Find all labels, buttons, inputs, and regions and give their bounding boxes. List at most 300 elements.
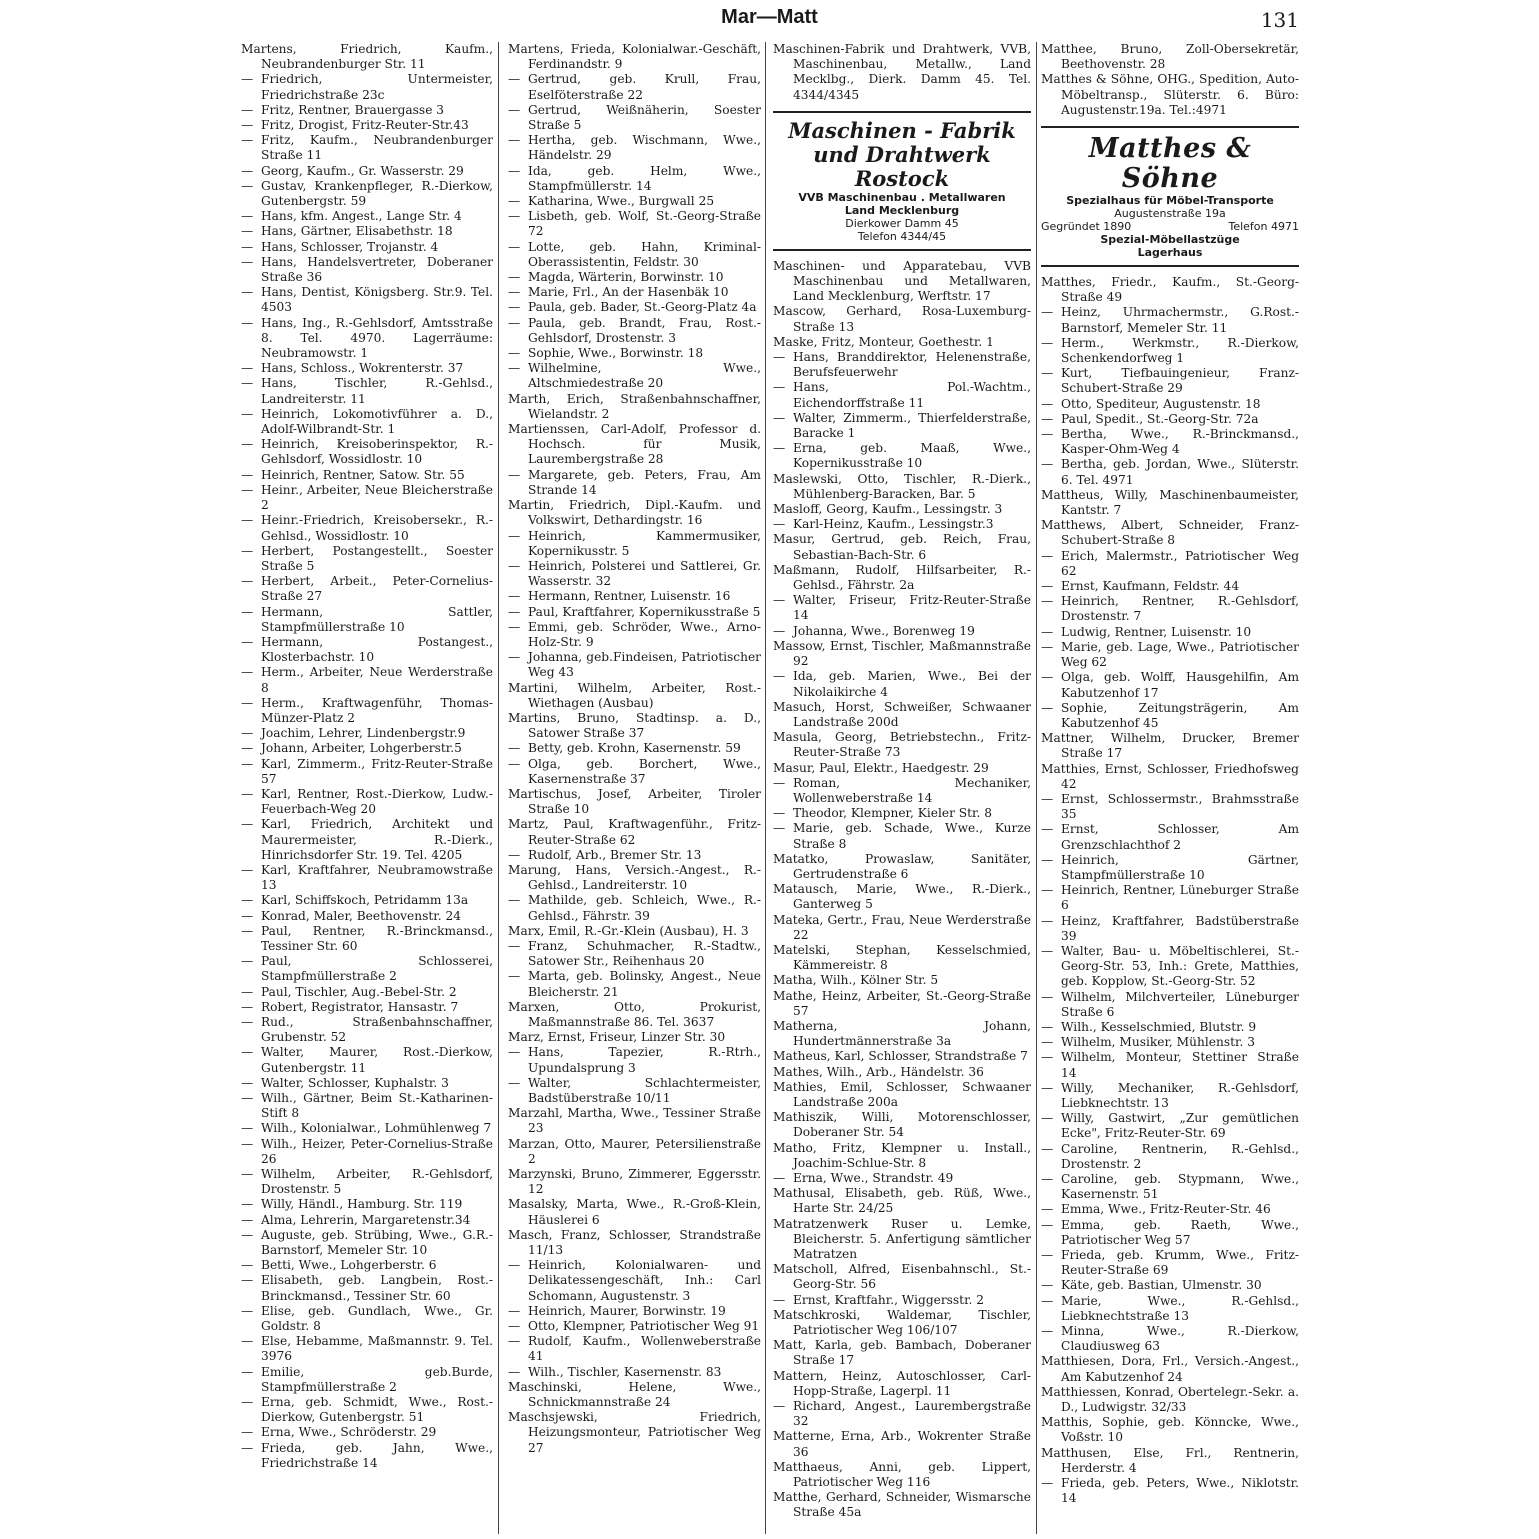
repeat-dash: — xyxy=(508,72,521,87)
sub-entry xyxy=(508,969,761,999)
entry-text: Martini, Wilhelm, Arbeiter, Rost.-Wiethagen (Ausbau) xyxy=(508,680,761,710)
repeat-dash: — xyxy=(1041,1278,1054,1293)
sub-entry xyxy=(241,164,493,179)
sub-entry xyxy=(508,939,761,969)
sub-entry xyxy=(241,1365,493,1395)
repeat-dash: — xyxy=(241,923,254,938)
repeat-dash: — xyxy=(241,1364,254,1379)
entry-text: Masula, Georg, Betriebstechn., Fritz-Reuter-Straße 73 xyxy=(773,730,1031,760)
sub-entry xyxy=(508,1334,761,1364)
entry-text: Elise, geb. Gundlach, Wwe., Gr. Goldstr. 8 xyxy=(261,1303,493,1334)
directory-entry xyxy=(508,924,761,939)
repeat-dash: — xyxy=(1041,1324,1054,1339)
sub-entry xyxy=(508,209,761,239)
entry-text: Karl-Heinz, Kaufm., Lessingstr.3 xyxy=(793,517,994,532)
directory-entry xyxy=(773,761,1031,776)
ad-headline: Maschinen - Fabrik xyxy=(788,117,1016,143)
repeat-dash: — xyxy=(241,72,254,87)
sub-entry xyxy=(508,468,761,498)
repeat-dash: — xyxy=(773,806,786,821)
entry-text: Maske, Fritz, Monteur, Goethestr. 1 xyxy=(773,334,994,349)
sub-entry xyxy=(241,817,493,863)
page-header xyxy=(0,6,1539,38)
entry-text: Masur, Paul, Elektr., Haedgestr. 29 xyxy=(773,760,989,775)
sub-entry xyxy=(241,376,493,406)
entry-text: Ernst, Schlossermstr., Brahmsstraße 35 xyxy=(1061,791,1299,822)
entry-text: Wilhelm, Arbeiter, R.-Gehlsdorf, Drostenstr. 5 xyxy=(261,1167,493,1197)
entry-text: Wilhelm, Milchverteiler, Lüneburger Straße 6 xyxy=(1061,989,1299,1019)
entry-text: Emmi, geb. Schröder, Wwe., Arno-Holz-Str. 9 xyxy=(528,619,761,649)
repeat-dash: — xyxy=(241,574,254,589)
directory-entry xyxy=(773,1080,1031,1110)
sub-entry xyxy=(508,893,761,923)
sub-entry xyxy=(773,806,1031,821)
entry-text: Masur, Gertrud, geb. Reich, Frau, Sebastian-Bach-Str. 6 xyxy=(773,532,1031,562)
sub-entry xyxy=(508,559,761,589)
repeat-dash: — xyxy=(508,270,521,285)
entry-text: Karl, Friedrich, Architekt und Maurermeister, R.-Dierk., Hinrichsdorfer Str. 19. Tel. 4205 xyxy=(261,817,493,862)
entry-text: Matheus, Karl, Schlosser, Strandstraße 7 xyxy=(773,1049,1028,1064)
repeat-dash: — xyxy=(1041,1217,1054,1232)
directory-entry xyxy=(1041,731,1299,761)
entry-text: Heinrich, Kreisoberinspektor, R.-Gehlsdorf, Wossidlostr. 10 xyxy=(261,437,493,467)
ad-text: Spezial-Möbellastzüge xyxy=(1100,233,1240,247)
sub-entry xyxy=(241,483,493,513)
entry-text: Alma, Lehrerin, Margaretenstr.34 xyxy=(261,1212,471,1227)
entry-text: Herbert, Arbeit., Peter-Cornelius-Straße 27 xyxy=(261,574,493,604)
repeat-dash: — xyxy=(241,695,254,710)
repeat-dash: — xyxy=(773,623,786,638)
entry-text: Marzahl, Martha, Wwe., Tessiner Straße 23 xyxy=(508,1106,761,1136)
repeat-dash: — xyxy=(508,619,521,634)
sub-entry xyxy=(508,133,761,163)
repeat-dash: — xyxy=(241,1167,254,1182)
entry-text: Magda, Wärterin, Borwinstr. 10 xyxy=(528,270,724,285)
entry-text: Wilhelmine, Wwe., Altschmiedestraße 20 xyxy=(528,361,761,391)
entry-text: Heinr., Arbeiter, Neue Bleicherstraße 2 xyxy=(261,482,493,513)
ad-text: VVB Maschinenbau . Metallwaren xyxy=(798,190,1006,204)
repeat-dash: — xyxy=(1041,579,1054,594)
sub-entry xyxy=(241,316,493,362)
sub-entry xyxy=(241,1395,493,1425)
entry-text: Olga, geb. Wolff, Hausgehilfin, Am Kabutzenhof 17 xyxy=(1061,670,1299,700)
sub-entry xyxy=(1041,397,1299,412)
entry-text: Matthes, Friedr., Kaufm., St.-Georg-Straße 49 xyxy=(1041,275,1299,305)
entry-text: Lotte, geb. Hahn, Kriminal-Oberassistentin, Feldstr. 30 xyxy=(528,239,761,269)
directory-entry xyxy=(773,882,1031,912)
repeat-dash: — xyxy=(241,954,254,969)
entry-text: Mathes, Wilh., Arb., Händelstr. 36 xyxy=(773,1064,984,1079)
repeat-dash: — xyxy=(241,1121,254,1136)
entry-text: Heinr.-Friedrich, Kreisobersekr., R.-Gehlsd., Wossidlostr. 10 xyxy=(261,513,493,543)
repeat-dash: — xyxy=(773,410,786,425)
repeat-dash: — xyxy=(241,908,254,923)
entry-text: Erich, Malermstr., Patriotischer Weg 62 xyxy=(1061,548,1299,578)
entry-text: Matatko, Prowaslaw, Sanitäter, Gertrudenstraße 6 xyxy=(773,851,1031,881)
entry-text: Matthews, Albert, Schneider, Franz-Schubert-Straße 8 xyxy=(1041,518,1299,548)
sub-entry xyxy=(1041,670,1299,700)
repeat-dash: — xyxy=(241,285,254,300)
entry-text: Erna, geb. Maaß, Wwe., Kopernikusstraße 10 xyxy=(793,441,1031,471)
entry-text: Wilh., Kolonialwar., Lohmühlenweg 7 xyxy=(261,1121,492,1136)
repeat-dash: — xyxy=(508,589,521,604)
sub-entry xyxy=(1041,990,1299,1020)
entry-text: Mathiszik, Willi, Motorenschlosser, Doberaner Str. 54 xyxy=(773,1110,1031,1140)
entry-text: Karl, Schiffskoch, Petridamm 13a xyxy=(261,893,469,908)
repeat-dash: — xyxy=(241,543,254,558)
entry-text: Heinrich, Lokomotivführer a. D., Adolf-Wilbrandt-Str. 1 xyxy=(261,406,493,437)
repeat-dash: — xyxy=(241,467,254,482)
entry-text: Auguste, geb. Strübing, Wwe., G.R.-Barnstorf, Memeler Str. 10 xyxy=(261,1227,493,1258)
directory-entry xyxy=(1041,1354,1299,1384)
sub-entry xyxy=(241,1167,493,1197)
directory-entry xyxy=(773,1186,1031,1216)
entry-text: Karl, Kraftfahrer, Neubramowstraße 13 xyxy=(261,862,493,893)
directory-entry xyxy=(508,863,761,893)
entry-text: Bertha, Wwe., R.-Brinckmansd., Kasper-Ohm-Weg 4 xyxy=(1061,427,1299,457)
entry-text: Matthe, Gerhard, Schneider, Wismarsche Straße 45a xyxy=(773,1490,1031,1520)
sub-entry xyxy=(773,1399,1031,1429)
entry-text: Walter, Maurer, Rost.-Dierkow, Gutenbergstr. 11 xyxy=(261,1045,493,1075)
repeat-dash: — xyxy=(508,1334,521,1349)
entry-text: Hans, Handelsvertreter, Doberaner Straße 36 xyxy=(261,254,493,285)
repeat-dash: — xyxy=(241,1273,254,1288)
sub-entry xyxy=(508,361,761,391)
entry-text: Caroline, geb. Stypmann, Wwe., Kasernenstr. 51 xyxy=(1061,1172,1299,1202)
sub-entry xyxy=(508,1258,761,1304)
sub-entry xyxy=(508,1365,761,1380)
sub-entry xyxy=(241,893,493,908)
repeat-dash: — xyxy=(508,528,521,543)
entry-text: Walter, Friseur, Fritz-Reuter-Straße 14 xyxy=(793,593,1031,623)
page-number: 131 xyxy=(1260,8,1299,32)
repeat-dash: — xyxy=(508,1303,521,1318)
repeat-dash: — xyxy=(241,209,254,224)
entry-text: Willy, Gastwirt, „Zur gemütlichen Ecke", Fritz-Reuter-Str. 69 xyxy=(1061,1111,1299,1141)
entry-text: Roman, Mechaniker, Wollenweberstraße 14 xyxy=(793,775,1031,805)
sub-entry xyxy=(508,1319,761,1334)
sub-entry xyxy=(508,346,761,361)
repeat-dash: — xyxy=(508,194,521,209)
sub-entry xyxy=(241,635,493,665)
entry-text: Paul, Tischler, Aug.-Bebel-Str. 2 xyxy=(261,984,457,999)
sub-entry xyxy=(241,255,493,285)
repeat-dash: — xyxy=(241,893,254,908)
entry-text: Otto, Klempner, Patriotischer Weg 91 xyxy=(528,1319,760,1334)
entry-text: Matterne, Erna, Arb., Wokrenter Straße 36 xyxy=(773,1429,1031,1459)
repeat-dash: — xyxy=(508,969,521,984)
sub-entry xyxy=(1041,594,1299,624)
repeat-dash: — xyxy=(241,1425,254,1440)
repeat-dash: — xyxy=(1041,822,1054,837)
sub-entry xyxy=(241,985,493,1000)
entry-text: Frieda, geb. Peters, Wwe., Niklotstr. 14 xyxy=(1061,1476,1299,1506)
entry-text: Martens, Frieda, Kolonialwar.-Geschäft, Ferdinandstr. 9 xyxy=(508,42,761,72)
repeat-dash: — xyxy=(241,1197,254,1212)
sub-entry xyxy=(241,924,493,954)
entry-text: Heinrich, Rentner, Satow. Str. 55 xyxy=(261,467,465,482)
entry-text: Karl, Rentner, Rost.-Dierkow, Ludw.-Feuerbach-Weg 20 xyxy=(261,786,493,817)
sub-entry xyxy=(508,300,761,315)
entry-text: Matausch, Marie, Wwe., R.-Dierk., Ganterweg 5 xyxy=(773,882,1031,912)
sub-entry xyxy=(241,513,493,543)
sub-entry xyxy=(1041,427,1299,457)
entry-text: Hans, Dentist, Königsberg. Str.9. Tel. 4503 xyxy=(261,285,493,315)
repeat-dash: — xyxy=(773,1171,786,1185)
repeat-dash: — xyxy=(773,669,786,684)
entry-text: Kurt, Tiefbauingenieur, Franz-Schubert-Straße 29 xyxy=(1061,366,1299,396)
sub-entry xyxy=(508,1045,761,1075)
sub-entry xyxy=(773,669,1031,699)
repeat-dash: — xyxy=(508,467,521,482)
repeat-dash: — xyxy=(241,726,254,741)
entry-text: Wilh., Kesselschmied, Blutstr. 9 xyxy=(1061,1019,1257,1034)
entry-text: Matho, Fritz, Klempner u. Install., Joachim-Schlue-Str. 8 xyxy=(773,1140,1031,1170)
repeat-dash: — xyxy=(241,1227,254,1242)
ad-text: Gegründet 1890 xyxy=(1041,220,1132,234)
repeat-dash: — xyxy=(508,1075,521,1090)
entry-text: Erna, Wwe., Strandstr. 49 xyxy=(793,1171,954,1185)
directory-entry xyxy=(508,711,761,741)
sub-entry xyxy=(241,1273,493,1303)
directory-entry xyxy=(773,973,1031,988)
directory-entry xyxy=(773,1065,1031,1080)
entry-text: Matratzenwerk Ruser u. Lemke, Bleicherstr. 5. Anfertigung sämtlicher Matratzen xyxy=(773,1216,1031,1262)
repeat-dash: — xyxy=(241,1075,254,1090)
directory-entry xyxy=(773,913,1031,943)
entry-text: Heinrich, Gärtner, Stampfmüllerstraße 10 xyxy=(1061,852,1299,882)
directory-entry xyxy=(773,730,1031,760)
repeat-dash: — xyxy=(241,1136,254,1151)
entry-text: Hans, Tapezier, R.-Rtrh., Upundalsprung 3 xyxy=(528,1045,761,1075)
entry-text: Hans, Branddirektor, Helenenstraße, Berufsfeuerwehr xyxy=(793,350,1031,380)
repeat-dash: — xyxy=(1041,548,1054,563)
repeat-dash: — xyxy=(241,1045,254,1060)
entry-text: Georg, Kaufm., Gr. Wasserstr. 29 xyxy=(261,163,464,178)
entry-text: Walter, Zimmerm., Thierfelderstraße, Baracke 1 xyxy=(793,410,1031,441)
sub-entry xyxy=(773,350,1031,380)
sub-entry xyxy=(1041,1248,1299,1278)
sub-entry xyxy=(1041,1202,1299,1217)
sub-entry xyxy=(241,1304,493,1334)
sub-entry xyxy=(241,224,493,239)
repeat-dash: — xyxy=(508,133,521,148)
repeat-dash: — xyxy=(241,1440,254,1455)
entry-text: Wilh., Tischler, Kasernenstr. 83 xyxy=(528,1364,722,1379)
directory-entry xyxy=(1041,72,1299,118)
entry-text: Frieda, geb. Krumm, Wwe., Fritz-Reuter-Straße 69 xyxy=(1061,1248,1299,1278)
repeat-dash: — xyxy=(241,482,254,497)
directory-entry xyxy=(773,563,1031,593)
sub-entry xyxy=(241,1121,493,1136)
repeat-dash: — xyxy=(508,361,521,376)
repeat-dash: — xyxy=(241,513,254,528)
repeat-dash: — xyxy=(1041,943,1054,958)
repeat-dash: — xyxy=(241,315,254,330)
sub-entry xyxy=(1041,1294,1299,1324)
repeat-dash: — xyxy=(508,650,521,665)
repeat-dash: — xyxy=(241,741,254,756)
sub-entry xyxy=(1041,640,1299,670)
ad-row xyxy=(1041,220,1299,233)
entry-text: Marzan, Otto, Maurer, Petersilienstraße 2 xyxy=(508,1136,761,1166)
repeat-dash: — xyxy=(508,285,521,300)
sub-entry xyxy=(508,240,761,270)
entry-text: Minna, Wwe., R.-Dierkow, Claudiusweg 63 xyxy=(1061,1324,1299,1354)
repeat-dash: — xyxy=(241,437,254,452)
repeat-dash: — xyxy=(773,350,786,365)
entry-text: Martins, Bruno, Stadtinsp. a. D., Satower Straße 37 xyxy=(508,710,761,741)
entry-text: Marxen, Otto, Prokurist, Maßmannstraße 86. Tel. 3637 xyxy=(508,999,761,1029)
ad-headline: Matthes & Söhne xyxy=(1088,133,1252,195)
sub-entry xyxy=(773,380,1031,410)
ad-text: Telefon 4344/45 xyxy=(857,229,947,243)
entry-text: Gustav, Krankenpfleger, R.-Dierkow, Gutenbergstr. 59 xyxy=(261,178,493,209)
entry-text: Masch, Franz, Schlosser, Strandstraße 11/13 xyxy=(508,1227,761,1258)
entry-text: Heinrich, Rentner, Lüneburger Straße 6 xyxy=(1061,883,1299,913)
sub-entry xyxy=(1041,883,1299,913)
sub-entry xyxy=(241,209,493,224)
sub-entry xyxy=(241,605,493,635)
sub-entry xyxy=(773,593,1031,623)
entry-text: Frieda, geb. Jahn, Wwe., Friedrichstraße 14 xyxy=(261,1440,493,1470)
directory-entry xyxy=(1041,1415,1299,1445)
repeat-dash: — xyxy=(773,1399,786,1414)
sub-entry xyxy=(1041,549,1299,579)
ad-text: Lagerhaus xyxy=(1137,246,1203,260)
directory-columns xyxy=(241,42,1301,1534)
entry-text: Mattern, Heinz, Autoschlosser, Carl-Hopp-Straße, Lagerpl. 11 xyxy=(773,1368,1031,1398)
repeat-dash: — xyxy=(241,163,254,178)
entry-text: Wilhelm, Musiker, Mühlenstr. 3 xyxy=(1061,1035,1255,1050)
entry-text: Joachim, Lehrer, Lindenbergstr.9 xyxy=(261,726,466,741)
repeat-dash: — xyxy=(508,1364,521,1379)
directory-entry xyxy=(773,1308,1031,1338)
repeat-dash: — xyxy=(241,376,254,391)
repeat-dash: — xyxy=(241,1212,254,1227)
entry-text: Matthusen, Else, Frl., Rentnerin, Herderstr. 4 xyxy=(1041,1445,1299,1475)
sub-entry xyxy=(773,821,1031,851)
entry-text: Maschinen-Fabrik und Drahtwerk, VVB, Maschinenbau, Metallw., Land Mecklbg., Dierk. Damm 45. Tel. 4344/4345 xyxy=(773,42,1031,102)
directory-entry xyxy=(773,1338,1031,1368)
entry-text: Hermann, Rentner, Luisenstr. 16 xyxy=(528,589,731,604)
sub-entry xyxy=(773,517,1031,532)
repeat-dash: — xyxy=(508,756,521,771)
directory-entry xyxy=(773,943,1031,973)
entry-text: Matthiessen, Konrad, Obertelegr.-Sekr. a. D., Ludwigstr. 32/33 xyxy=(1041,1384,1299,1415)
entry-text: Masuch, Horst, Schweißer, Schwaaner Landstraße 200d xyxy=(773,699,1031,729)
repeat-dash: — xyxy=(773,380,786,395)
sub-entry xyxy=(508,72,761,102)
repeat-dash: — xyxy=(508,239,521,254)
ad-text: Land Mecklenburg xyxy=(844,203,960,217)
entry-text: Emilie, geb.Burde, Stampfmüllerstraße 2 xyxy=(261,1364,493,1394)
directory-entry xyxy=(508,787,761,817)
sub-entry xyxy=(508,605,761,620)
sub-entry xyxy=(508,529,761,559)
repeat-dash: — xyxy=(508,1319,521,1334)
repeat-dash: — xyxy=(508,893,521,908)
sub-entry xyxy=(1041,1218,1299,1248)
entry-text: Martens, Friedrich, Kaufm., Neubrandenburger Str. 11 xyxy=(241,42,493,72)
sub-entry xyxy=(241,1000,493,1015)
repeat-dash: — xyxy=(1041,639,1054,654)
repeat-dash: — xyxy=(241,254,254,269)
repeat-dash: — xyxy=(1041,883,1054,898)
directory-entry xyxy=(1041,488,1299,518)
sub-entry xyxy=(508,650,761,680)
sub-entry xyxy=(241,696,493,726)
repeat-dash: — xyxy=(508,558,521,573)
entry-text: Maschinski, Helene, Wwe., Schnickmannstraße 24 xyxy=(508,1379,761,1410)
repeat-dash: — xyxy=(1041,1141,1054,1156)
repeat-dash: — xyxy=(1041,1019,1054,1034)
repeat-dash: — xyxy=(508,102,521,117)
sub-entry xyxy=(241,1137,493,1167)
sub-entry xyxy=(773,441,1031,471)
entry-text: Hans, Gärtner, Elisabethstr. 18 xyxy=(261,224,453,239)
entry-text: Willy, Mechaniker, R.-Gehlsdorf, Liebknechtstr. 13 xyxy=(1061,1080,1299,1110)
entry-text: Paul, Kraftfahrer, Kopernikusstraße 5 xyxy=(528,604,761,619)
directory-entry xyxy=(773,700,1031,730)
sub-entry xyxy=(241,407,493,437)
sub-entry xyxy=(508,620,761,650)
ad-text: Augustenstraße 19a xyxy=(1114,207,1226,221)
repeat-dash: — xyxy=(773,821,786,836)
repeat-dash: — xyxy=(1041,989,1054,1004)
entry-text: Matthies, Ernst, Schlosser, Friedhofsweg 42 xyxy=(1041,761,1299,791)
entry-text: Martin, Friedrich, Dipl.-Kaufm. und Volkswirt, Dethardingstr. 16 xyxy=(508,498,761,528)
entry-text: Herm., Werkmstr., R.-Dierkow, Schenkendorfweg 1 xyxy=(1061,335,1299,366)
directory-entry xyxy=(1041,518,1299,548)
sub-entry xyxy=(241,285,493,315)
repeat-dash: — xyxy=(241,786,254,801)
sub-entry xyxy=(241,1045,493,1075)
entry-text: Robert, Registrator, Hansastr. 7 xyxy=(261,999,459,1014)
repeat-dash: — xyxy=(1041,913,1054,928)
sub-entry xyxy=(508,848,761,863)
repeat-dash: — xyxy=(1041,1111,1054,1126)
entry-text: Mathusal, Elisabeth, geb. Rüß, Wwe., Harte Str. 24/25 xyxy=(773,1186,1031,1216)
ad-text: Telefon 4971 xyxy=(1228,220,1299,234)
directory-entry xyxy=(1041,762,1299,792)
entry-text: Mathilde, geb. Schleich, Wwe., R.-Gehlsd., Fährstr. 39 xyxy=(528,893,761,923)
repeat-dash: — xyxy=(1041,1080,1054,1095)
sub-entry xyxy=(241,1425,493,1440)
repeat-dash: — xyxy=(1041,335,1054,350)
repeat-dash: — xyxy=(508,938,521,953)
directory-entry xyxy=(508,1137,761,1167)
sub-entry xyxy=(241,544,493,574)
repeat-dash: — xyxy=(241,756,254,771)
sub-entry xyxy=(241,179,493,209)
directory-entry xyxy=(773,1217,1031,1263)
sub-entry xyxy=(1041,944,1299,990)
directory-entry xyxy=(773,1262,1031,1292)
sub-entry xyxy=(241,741,493,756)
entry-text: Heinrich, Rentner, R.-Gehlsdorf, Drostenstr. 7 xyxy=(1061,594,1299,624)
entry-text: Maschsjewski, Friedrich, Heizungsmonteur, Patriotischer Weg 27 xyxy=(508,1410,761,1455)
entry-text: Herbert, Postangestellt., Soester Straße 5 xyxy=(261,543,493,573)
directory-entry xyxy=(508,1380,761,1410)
entry-text: Caroline, Rentnerin, R.-Gehlsd., Drostenstr. 2 xyxy=(1061,1141,1299,1171)
sub-entry xyxy=(241,909,493,924)
entry-text: Marta, geb. Bolinsky, Angest., Neue Bleicherstr. 21 xyxy=(528,969,761,999)
entry-text: Ernst, Schlosser, Am Grenzschlachthof 2 xyxy=(1061,822,1299,852)
repeat-dash: — xyxy=(508,300,521,315)
entry-text: Otto, Spediteur, Augustenstr. 18 xyxy=(1061,396,1261,411)
entry-text: Wilh., Heizer, Peter-Cornelius-Straße 26 xyxy=(261,1136,493,1166)
